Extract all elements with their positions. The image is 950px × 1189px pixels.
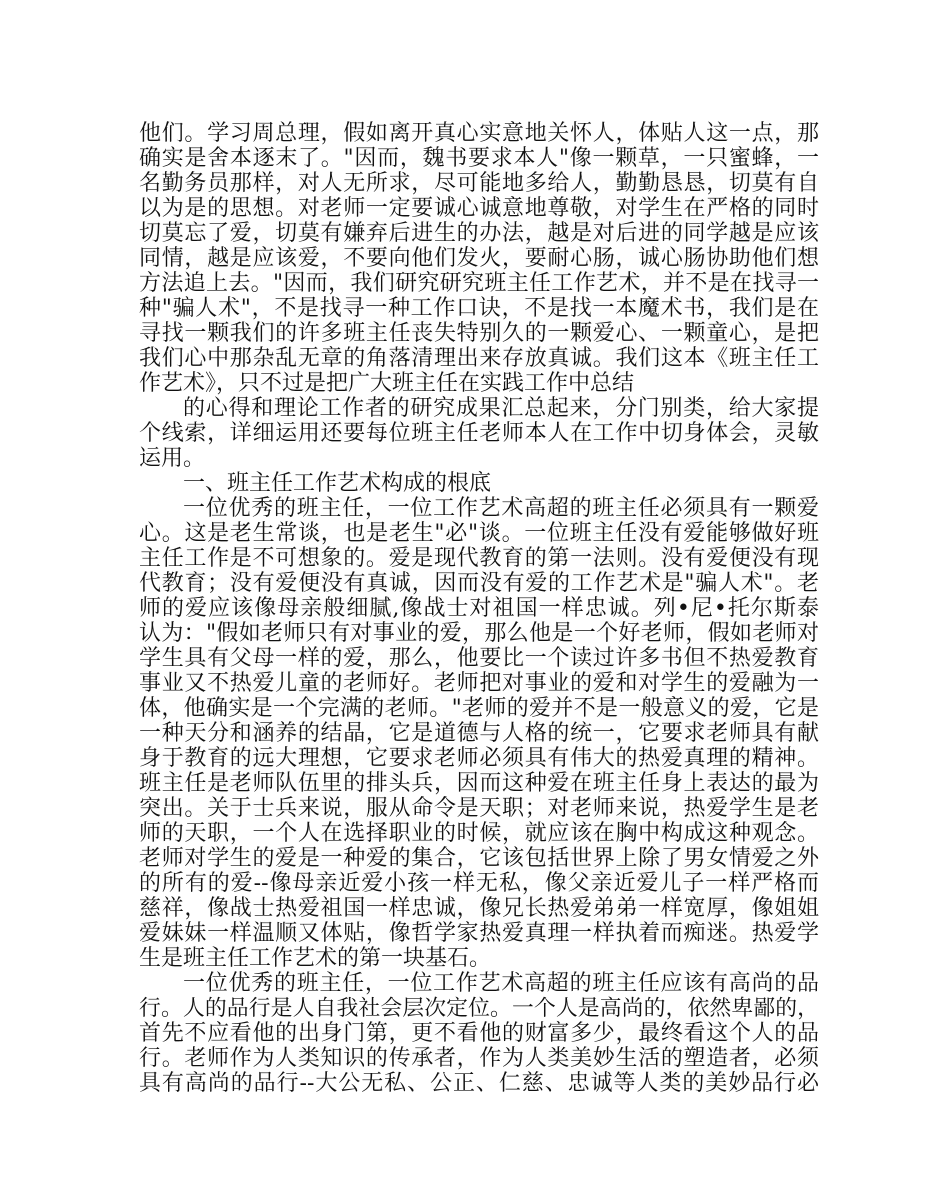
text-line: 身于教育的远大理想，它要求老师必须具有伟大的热爱真理的精神。 [139, 746, 819, 771]
text-line: 心。这是老生常谈，也是老生"必"谈。一位班主任没有爱能够做好班 [139, 521, 819, 546]
text-line: 师的天职，一个人在选择职业的时候，就应该在胸中构成这种观念。 [139, 821, 819, 846]
text-line: 慈祥，像战士热爱祖国一样忠诚，像兄长热爱弟弟一样宽厚，像姐姐 [139, 896, 819, 921]
text-line: 一、班主任工作艺术构成的根底 [183, 471, 492, 496]
text-line: 方法追上去。"因而，我们研究研究班主任工作艺术，并不是在找寻一 [139, 271, 819, 296]
text-line: 爱妹妹一样温顺又体贴，像哲学家热爱真理一样执着而痴迷。热爱学 [139, 921, 819, 946]
text-line: 他们。学习周总理，假如离开真心实意地关怀人，体贴人这一点，那 [139, 121, 819, 146]
text-line: 的心得和理论工作者的研究成果汇总起来，分门别类，给大家提 [183, 396, 819, 421]
text-line: 确实是舍本逐末了。"因而，魏书要求本人"像一颗草，一只蜜蜂，一 [139, 146, 819, 171]
text-line: 事业又不热爱儿童的老师好。老师把对事业的爱和对学生的爱融为一 [139, 671, 819, 696]
text-line: 主任工作是不可想象的。爱是现代教育的第一法则。没有爱便没有现 [139, 546, 819, 571]
text-line: 具有高尚的品行--大公无私、公正、仁慈、忠诚等人类的美妙品行必 [139, 1071, 819, 1096]
text-line: 寻找一颗我们的许多班主任丧失特别久的一颗爱心、一颗童心，是把 [139, 321, 819, 346]
text-line: 以为是的思想。对老师一定要诚心诚意地尊敬，对学生在严格的同时 [139, 196, 819, 221]
text-line: 突出。关于士兵来说，服从命令是天职；对老师来说，热爱学生是老 [139, 796, 819, 821]
text-line: 代教育；没有爱便没有真诚，因而没有爱的工作艺术是"骗人术"。老 [139, 571, 819, 596]
text-line: 同情，越是应该爱，不要向他们发火，要耐心肠，诚心肠协助他们想 [139, 246, 819, 271]
text-line: 种"骗人术"，不是找寻一种工作口诀，不是找一本魔术书，我们是在 [139, 296, 819, 321]
text-line: 的所有的爱--像母亲近爱小孩一样无私，像父亲近爱儿子一样严格而 [139, 871, 819, 896]
text-line: 一种天分和涵养的结晶，它是道德与人格的统一，它要求老师具有献 [139, 721, 819, 746]
text-line: 学生具有父母一样的爱，那么，他要比一个读过许多书但不热爱教育 [139, 646, 819, 671]
text-line: 师的爱应该像母亲般细腻,像战士对祖国一样忠诚。列•尼•托尔斯泰 [139, 596, 819, 621]
text-line: 一位优秀的班主任，一位工作艺术高超的班主任必须具有一颗爱 [183, 496, 819, 521]
body-text [139, 121, 819, 1096]
text-line: 认为："假如老师只有对事业的爱，那么他是一个好老师，假如老师对 [139, 621, 819, 646]
text-line: 一位优秀的班主任，一位工作艺术高超的班主任应该有高尚的品 [183, 971, 819, 996]
text-line: 生是班主任工作艺术的第一块基石。 [139, 946, 492, 971]
text-line: 班主任是老师队伍里的排头兵，因而这种爱在班主任身上表达的最为 [139, 771, 819, 796]
text-line: 运用。 [139, 446, 206, 471]
text-line: 体，他确实是一个完满的老师。"老师的爱并不是一般意义的爱，它是 [139, 696, 819, 721]
text-line: 作艺术》，只不过是把广大班主任在实践工作中总结 [139, 371, 635, 396]
text-line: 切莫忘了爱，切莫有嫌弃后进生的办法，越是对后进的同学越是应该 [139, 221, 819, 246]
text-line: 我们心中那杂乱无章的角落清理出来存放真诚。我们这本《班主任工 [139, 346, 819, 371]
text-line: 个线索，详细运用还要每位班主任老师本人在工作中切身体会，灵敏 [139, 421, 819, 446]
text-line: 名勤务员那样，对人无所求，尽可能地多给人，勤勤恳恳，切莫有自 [139, 171, 819, 196]
text-line: 老师对学生的爱是一种爱的集合，它该包括世界上除了男女情爱之外 [139, 846, 819, 871]
text-line: 首先不应看他的出身门第，更不看他的财富多少，最终看这个人的品 [139, 1021, 819, 1046]
text-line: 行。老师作为人类知识的传承者，作为人类美妙生活的塑造者，必须 [139, 1046, 819, 1071]
text-line: 行。人的品行是人自我社会层次定位。一个人是高尚的，依然卑鄙的， [139, 996, 819, 1021]
